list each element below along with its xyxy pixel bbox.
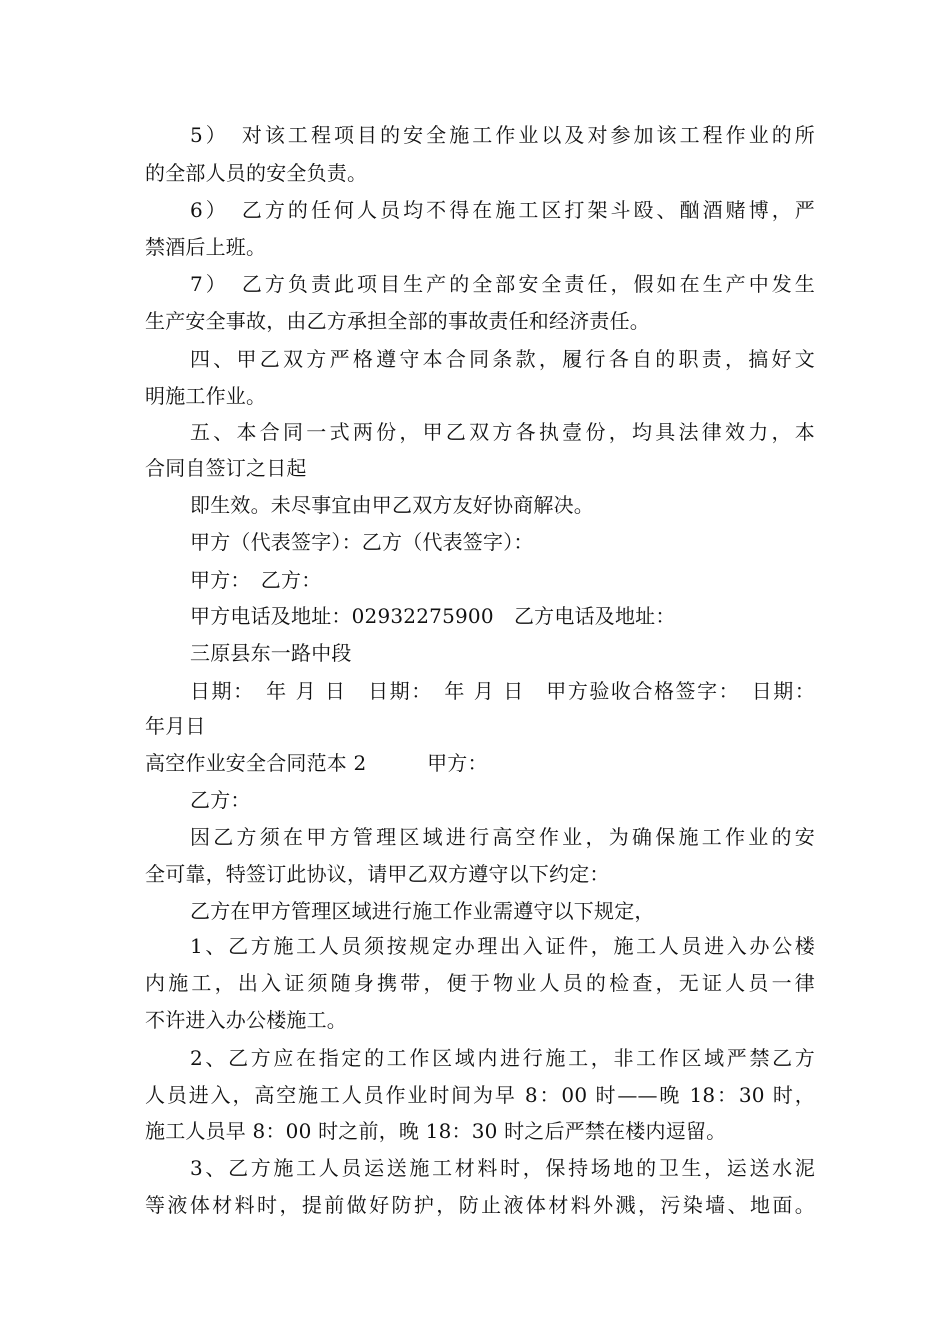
text-line: 明施工作业。 <box>145 384 267 408</box>
signature-line: 甲方（代表签字）：乙方（代表签字）： <box>190 530 534 554</box>
text-line: 禁酒后上班。 <box>145 235 267 259</box>
text-line: 乙方在甲方管理区域进行施工作业需遵守以下规定， <box>190 899 655 923</box>
text-line: 五、本合同一式两份，甲乙双方各执壹份，均具法律效力，本 <box>190 420 815 444</box>
text-line: 合同自签订之日起 <box>145 456 307 480</box>
text-line: 即生效。未尽事宜由甲乙双方友好协商解决。 <box>190 493 594 517</box>
text-line: 全可靠，特签订此协议，请甲乙双方遵守以下约定： <box>145 862 610 886</box>
text-line: 因乙方须在甲方管理区域进行高空作业，为确保施工作业的安 <box>190 825 815 849</box>
contact-line: 甲方电话及地址：02932275900 乙方电话及地址： <box>190 604 676 628</box>
date-line: 日期： 年 月 日 日期： 年 月 日 甲方验收合格签字： 日期： <box>190 679 815 703</box>
text-line: 施工人员早 8：00 时之前，晚 18：30 时之后严禁在楼内逗留。 <box>145 1119 727 1143</box>
text-line: 内施工，出入证须随身携带，便于物业人员的检查，无证人员一律 <box>145 971 815 995</box>
text-line: 5） 对该工程项目的安全施工作业以及对参加该工程作业的所 <box>190 123 815 147</box>
party-line: 乙方： <box>190 788 251 812</box>
text-line: 2、乙方应在指定的工作区域内进行施工，非工作区域严禁乙方 <box>190 1046 815 1070</box>
date-line: 年月日 <box>145 714 206 738</box>
text-line: 1、乙方施工人员须按规定办理出入证件，施工人员进入办公楼 <box>190 934 815 958</box>
text-line: 6） 乙方的任何人员均不得在施工区打架斗殴、酗酒赌博，严 <box>190 198 815 222</box>
text-line: 3、乙方施工人员运送施工材料时，保持场地的卫生，运送水泥 <box>190 1156 815 1180</box>
text-line: 7） 乙方负责此项目生产的全部安全责任，假如在生产中发生 <box>190 272 815 296</box>
text-line: 不许进入办公楼施工。 <box>145 1008 347 1032</box>
text-line: 等液体材料时，提前做好防护，防止液体材料外溅，污染墙、地面。 <box>145 1193 815 1217</box>
party-line: 甲方： 乙方： <box>190 568 322 592</box>
section-title: 高空作业安全合同范本 2 甲方： <box>145 751 488 775</box>
text-line: 人员进入，高空施工人员作业时间为早 8：00 时——晚 18：30 时， <box>145 1083 815 1107</box>
address-line: 三原县东一路中段 <box>190 641 352 665</box>
text-line: 生产安全事故，由乙方承担全部的事故责任和经济责任。 <box>145 309 650 333</box>
text-line: 四、甲乙双方严格遵守本合同条款，履行各自的职责，搞好文 <box>190 347 815 371</box>
text-line: 的全部人员的安全负责。 <box>145 161 368 185</box>
